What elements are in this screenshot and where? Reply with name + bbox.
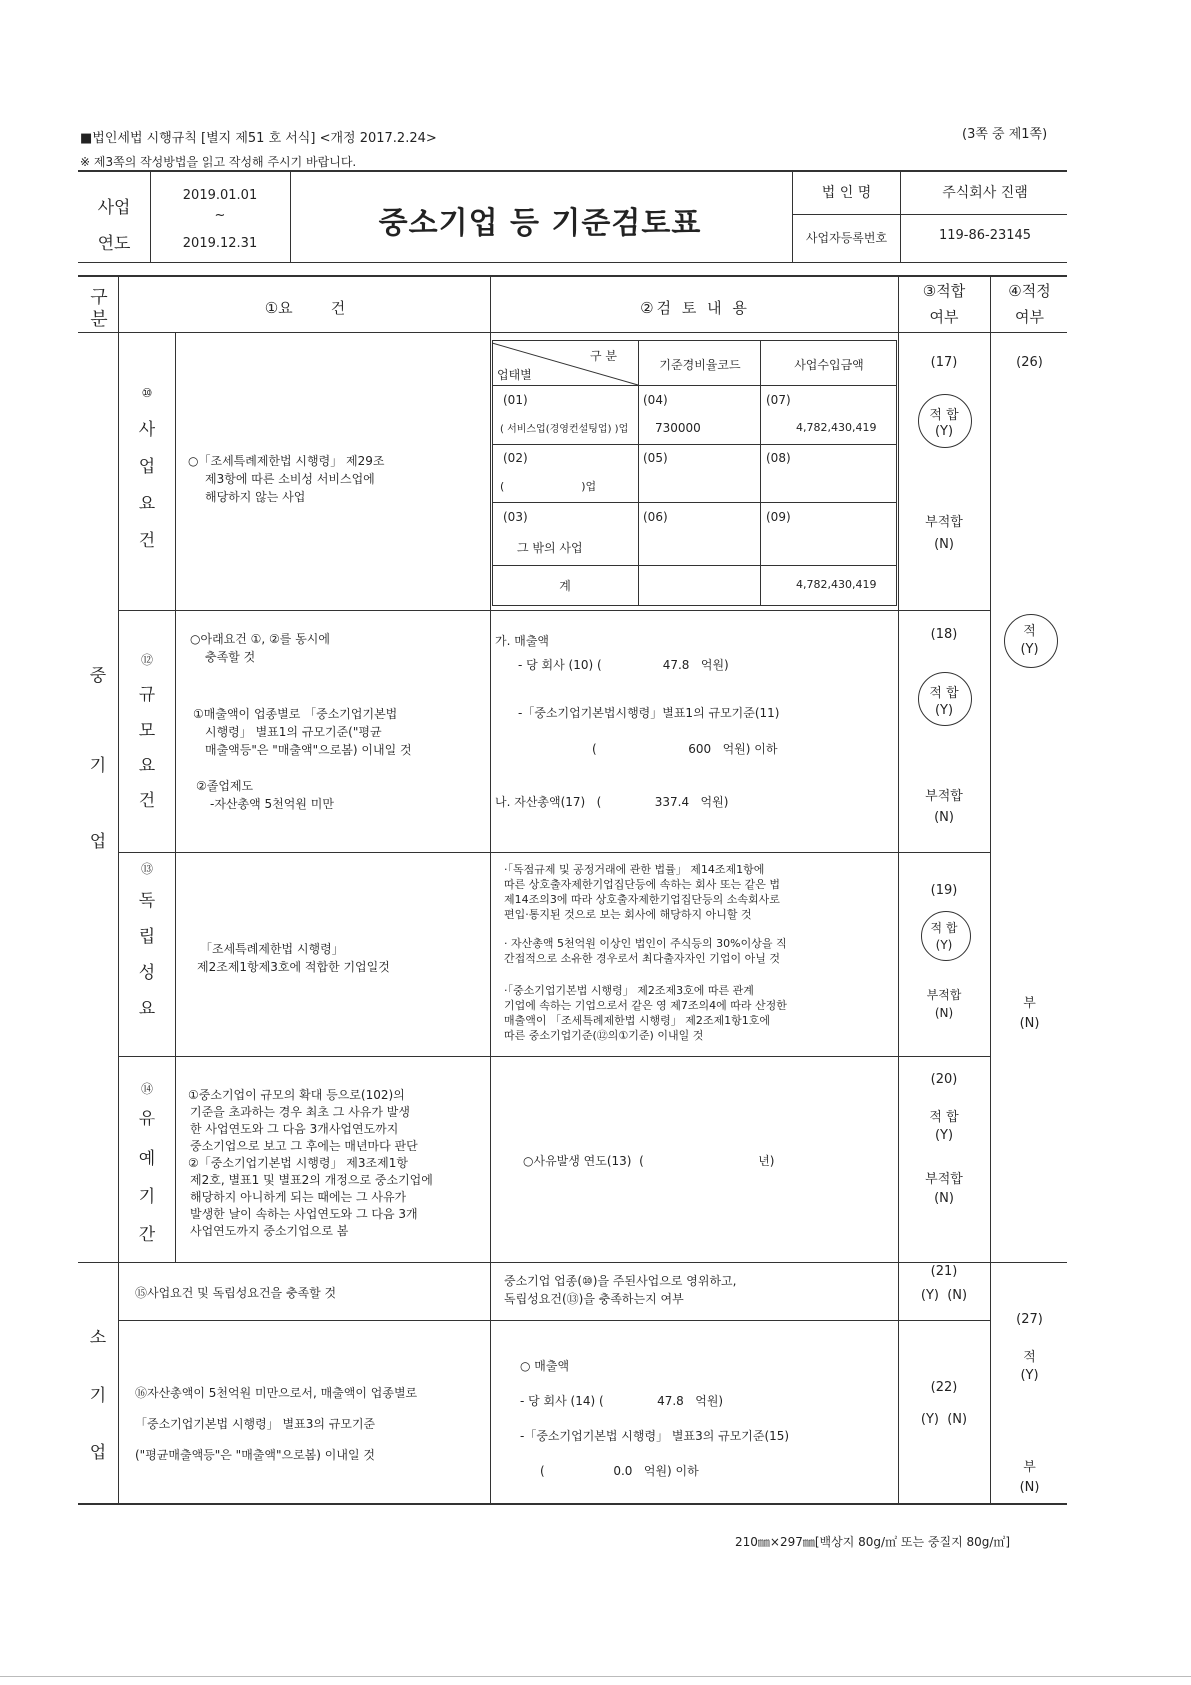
row-separator (118, 610, 990, 611)
row-102-fit-no: 부적합 (925, 789, 963, 804)
row-102-req-intro: ○아래요건 ①, ②를 동시에 (190, 632, 330, 646)
table-divider (760, 340, 761, 606)
group-sme-char: 중 (89, 666, 107, 686)
row-106-review-limit: ( 0.0 억원) 이하 (540, 1464, 699, 1478)
row-103-review-3: 기업에 속하는 기업으로서 같은 영 제7조의4에 따라 산정한 (504, 999, 787, 1012)
row-103-label: 립 (138, 927, 156, 947)
row-104-requirement: 기준을 초과하는 경우 최초 그 사유가 발생 (190, 1105, 410, 1119)
table-total-label: 계 (559, 579, 571, 593)
row-106-fit-number: (22) (930, 1380, 958, 1395)
row-103-fit-number: (19) (930, 883, 958, 898)
table-r1-code-no: (04) (643, 393, 668, 407)
paper-spec-footer: 210㎜×297㎜[백상지 80g/㎡ 또는 중질지 80g/㎡] (735, 1535, 1011, 1549)
group-separator (78, 1262, 1067, 1263)
header-bottom-border (78, 332, 1067, 333)
table-divider (492, 565, 897, 566)
row-103-review-2: · 자산총액 5천억원 이상인 법인이 주식등의 30%이상을 직 (504, 937, 787, 950)
row-101-label: 사 (138, 420, 156, 440)
table-r2-amount-no: (08) (766, 451, 791, 465)
row-101-label: 업 (138, 457, 156, 477)
row-106-review-company: - 당 회사 (14) ( 47.8 억원) (520, 1394, 724, 1408)
col-requirement: ①요 건 (264, 299, 346, 317)
row-101-number: ⑩ (141, 386, 153, 400)
row-102-label: 요 (138, 756, 156, 776)
row-102-fit-no-n: (N) (934, 810, 954, 825)
row-103-review-3: 따른 중소기업기준(⑫의①기준) 이내일 것 (504, 1029, 704, 1042)
top-block-bottom (78, 262, 1067, 263)
row-103-review-1: 편입·통지된 것으로 보는 회사에 해당하지 아니할 것 (504, 908, 752, 921)
table-col-amount: 사업수입금액 (794, 358, 864, 372)
table-col-code: 기준경비율코드 (659, 358, 741, 372)
row-103-number: ⑬ (140, 862, 153, 876)
table-r1-no: (01) (503, 393, 528, 407)
num-divider (175, 333, 176, 1262)
row-102-req-sales: ①매출액이 업종별로 「중소기업기본법 (193, 707, 398, 721)
row-101-requirement: 제3항에 따른 소비성 서비스업에 (205, 472, 375, 486)
row-105-requirement: ⑮사업요건 및 독립성요건을 충족할 것 (135, 1286, 337, 1300)
date-to: 2019.12.31 (182, 236, 258, 251)
row-106-review-sales: ○ 매출액 (520, 1359, 570, 1373)
row-104-requirement: ①중소기업이 규모의 확대 등으로(102)의 (188, 1088, 405, 1102)
row-103-review-1: 제14조의3에 따라 상호출자제한기업집단등의 소속회사로 (504, 893, 780, 906)
row-105-fit-yn: (Y) (N) (920, 1288, 968, 1303)
row-104-fit-yes-y: (Y) (934, 1128, 954, 1143)
date-tilde: ~ (214, 208, 226, 223)
table-r1-name: ( 서비스업(경영컨설팅업) )업 (500, 424, 629, 435)
reg-no: 119-86-23145 (938, 228, 1032, 243)
table-r3-code-no: (06) (643, 510, 668, 524)
row-106-proper-number: (27) (1016, 1312, 1043, 1327)
row-102-number: ⑫ (140, 653, 153, 667)
row-104-fit-number: (20) (930, 1072, 958, 1087)
row-102-proper-yes: 적 (1023, 624, 1036, 639)
divider (290, 171, 291, 262)
row-103-fit-yes-y: (Y) (935, 938, 953, 952)
row-separator (118, 852, 990, 853)
row-101-requirement: ○「조세특례제한법 시행령」 제29조 (188, 454, 385, 468)
form-reference: ■법인세법 시행규칙 [별지 제51 호 서식] <개정 2017.2.24> (80, 131, 437, 146)
row-103-fit-yes: 적 합 (930, 921, 958, 935)
row-102-review-standard: -「중소기업기본법시행령」별표1의 규모기준(11) (518, 706, 780, 720)
row-104-requirement: 해당하지 아니하게 되는 때에는 그 사유가 (190, 1190, 407, 1204)
table-r1-code: 730000 (655, 421, 701, 435)
row-102-label: 규 (138, 685, 156, 705)
row-103-review-1: ·「독점규제 및 공정거래에 관한 법률」 제14조제1항에 (504, 863, 765, 876)
col-proper: 여부 (1015, 308, 1044, 326)
row-104-label: 예 (138, 1149, 156, 1169)
row-102-fit-yes: 적 합 (929, 686, 959, 701)
row-106-proper-no-n: (N) (1019, 1480, 1040, 1495)
date-from: 2019.01.01 (182, 188, 258, 203)
row-separator (118, 1320, 990, 1321)
table-r2-no: (02) (503, 451, 528, 465)
header-top-border (78, 275, 1067, 277)
bottom-border (78, 1503, 1067, 1505)
row-103-requirement: 제2조제1항제3호에 적합한 기업일것 (197, 960, 390, 974)
row-102-req-graduation: -자산총액 5천억원 미만 (210, 797, 334, 811)
row-103-review-3: 매출액이 「조세특례제한법 시행령」 제2조제1항1호에 (504, 1014, 771, 1027)
col-review: ②검 토 내 용 (640, 299, 750, 317)
table-r3-no: (03) (503, 510, 528, 524)
row-104-fit-yes: 적 합 (929, 1110, 959, 1125)
row-103-review-3: ·「중소기업기본법 시행령」 제2조제3호에 따른 관계 (504, 984, 754, 997)
row-102-review-sales: 가. 매출액 (495, 634, 549, 648)
row-104-fit-no: 부적합 (925, 1172, 963, 1187)
group-sme-char: 업 (89, 832, 107, 852)
page-indicator: (3쪽 중 제1쪽) (962, 127, 1048, 142)
row-102-fit-yes-y: (Y) (934, 703, 954, 718)
table-r1-amount: 4,782,430,419 (796, 421, 877, 434)
row-106-proper-no: 부 (1023, 1460, 1036, 1475)
row-103-fit-no: 부적합 (926, 988, 962, 1002)
row-106-requirement: 「중소기업기본법 시행령」 별표3의 규모기준 (135, 1417, 376, 1431)
row-104-fit-no-n: (N) (934, 1191, 954, 1206)
row-105-review: 독립성요건(⑬)을 충족하는지 여부 (504, 1292, 684, 1306)
table-r2-name: ( )업 (500, 480, 597, 493)
instruction-note: ※ 제3쪽의 작성방법을 읽고 작성해 주시기 바랍니다. (80, 155, 357, 169)
row-101-fit-no: 부적합 (925, 515, 963, 530)
col-section: 구 (90, 287, 108, 308)
row-104-requirement: 발생한 날이 속하는 사업연도와 그 다음 3개 (190, 1207, 418, 1221)
row-101-label: 건 (138, 531, 156, 551)
table-divider (492, 444, 897, 445)
document-title: 중소기업 등 기준검토표 (378, 206, 702, 241)
row-102-req-graduation: ②졸업제도 (196, 779, 254, 793)
row-102-review-assets: 나. 자산총액(17) ( 337.4 억원) (495, 795, 729, 809)
row-102-req-sales: 매출액등"은 "매출액"으로봄) 이내일 것 (205, 743, 412, 757)
row-106-requirement: ("평균매출액등"은 "매출액"으로봄) 이내일 것 (135, 1448, 375, 1462)
row-103-requirement: 「조세특례제한법 시행령」 (200, 942, 344, 956)
row-104-review: ○사유발생 연도(13) ( 년) (523, 1154, 775, 1168)
row-101-fit-no-n: (N) (934, 537, 954, 552)
table-divider (492, 502, 897, 503)
row-101-fit-number: (17) (930, 355, 958, 370)
row-102-req-sales: 시행령」 별표1의 규모기준("평균 (205, 725, 382, 739)
group-sme-char: 기 (89, 756, 107, 776)
row-104-requirement: ②「중소기업기본법 시행령」 제3조제1항 (188, 1156, 408, 1170)
business-year-label: 연도 (97, 234, 131, 254)
row-separator (118, 1056, 990, 1057)
row-106-proper-yes-y: (Y) (1020, 1368, 1039, 1383)
row-106-proper-yes: 적 (1023, 1350, 1036, 1365)
row-101-label: 요 (138, 494, 156, 514)
table-r3-amount-no: (09) (766, 510, 791, 524)
row-104-number: ⑭ (140, 1082, 153, 1096)
row-103-proper-no-n: (N) (1019, 1016, 1040, 1031)
table-corner-top: 구 분 (590, 349, 617, 363)
business-year-label: 사업 (97, 198, 131, 218)
row-102-label: 모 (138, 721, 156, 741)
row-101-fit-yes-y: (Y) (934, 424, 954, 439)
row-103-review-2: 간접적으로 소유한 경우로서 최다출자자인 기업이 아닐 것 (504, 952, 781, 965)
table-r2-code-no: (05) (643, 451, 668, 465)
top-border (78, 170, 1067, 172)
row-104-requirement: 한 사업연도와 그 다음 3개사업연도까지 (190, 1122, 399, 1136)
fit-divider (990, 277, 991, 1504)
divider (792, 171, 793, 262)
row-106-requirement: ⑯자산총액이 5천억원 미만으로서, 매출액이 업종별로 (135, 1386, 418, 1400)
row-104-requirement: 사업연도까지 중소기업으로 봄 (190, 1224, 349, 1238)
corp-name-label: 법 인 명 (821, 185, 872, 201)
row-104-label: 간 (138, 1225, 156, 1245)
row-102-review-company: - 당 회사 (10) ( 47.8 억원) (518, 658, 729, 672)
row-102-proper-yes-y: (Y) (1020, 642, 1039, 657)
row-106-fit-yn: (Y) (N) (920, 1412, 968, 1427)
group-small-char: 업 (89, 1443, 107, 1463)
divider (792, 214, 1067, 215)
divider (150, 171, 151, 262)
row-103-label: 요 (138, 999, 156, 1019)
row-101-proper-number: (26) (1016, 355, 1043, 370)
row-102-label: 건 (138, 791, 156, 811)
table-r3-name: 그 밖의 사업 (517, 541, 583, 555)
group-small-char: 소 (89, 1328, 107, 1348)
row-103-label: 성 (138, 963, 156, 983)
row-102-fit-number: (18) (930, 627, 958, 642)
row-102-review-limit: ( 600 억원) 이하 (592, 742, 778, 756)
corp-name: 주식회사 진램 (942, 185, 1028, 201)
row-105-fit-number: (21) (930, 1264, 958, 1279)
reg-no-label: 사업자등록번호 (805, 231, 888, 245)
table-r1-amount-no: (07) (766, 393, 791, 407)
table-corner-bottom: 업태별 (497, 368, 532, 382)
col-section: 분 (90, 309, 108, 330)
row-104-label: 기 (138, 1187, 156, 1207)
row-106-review-standard: -「중소기업기본법 시행령」 별표3의 규모기준(15) (520, 1429, 790, 1443)
row-104-requirement: 제2호, 별표1 및 별표2의 개정으로 중소기업에 (190, 1173, 433, 1187)
row-101-fit-yes: 적 합 (929, 408, 959, 423)
row-103-review-1: 따른 상호출자제한기업집단등에 속하는 회사 또는 같은 법 (504, 878, 781, 891)
row-104-requirement: 중소기업으로 보고 그 후에는 매년마다 판단 (190, 1139, 418, 1153)
row-103-proper-no: 부 (1023, 996, 1036, 1011)
row-105-review: 중소기업 업종(⑩)을 주된사업으로 영위하고, (504, 1274, 737, 1288)
scan-edge (0, 1676, 1191, 1677)
col-fit: ③적합 (922, 282, 966, 300)
row-101-requirement: 해당하지 않는 사업 (205, 490, 306, 504)
col-proper: ④적정 (1008, 282, 1051, 300)
divider (900, 171, 901, 262)
table-total-amount: 4,782,430,419 (796, 578, 877, 591)
row-103-label: 독 (138, 891, 156, 911)
col-fit: 여부 (929, 308, 959, 326)
row-102-req-intro: 충족할 것 (205, 650, 256, 664)
group-small-char: 기 (89, 1386, 107, 1406)
row-103-fit-no-n: (N) (934, 1006, 954, 1020)
row-104-label: 유 (138, 1109, 156, 1129)
